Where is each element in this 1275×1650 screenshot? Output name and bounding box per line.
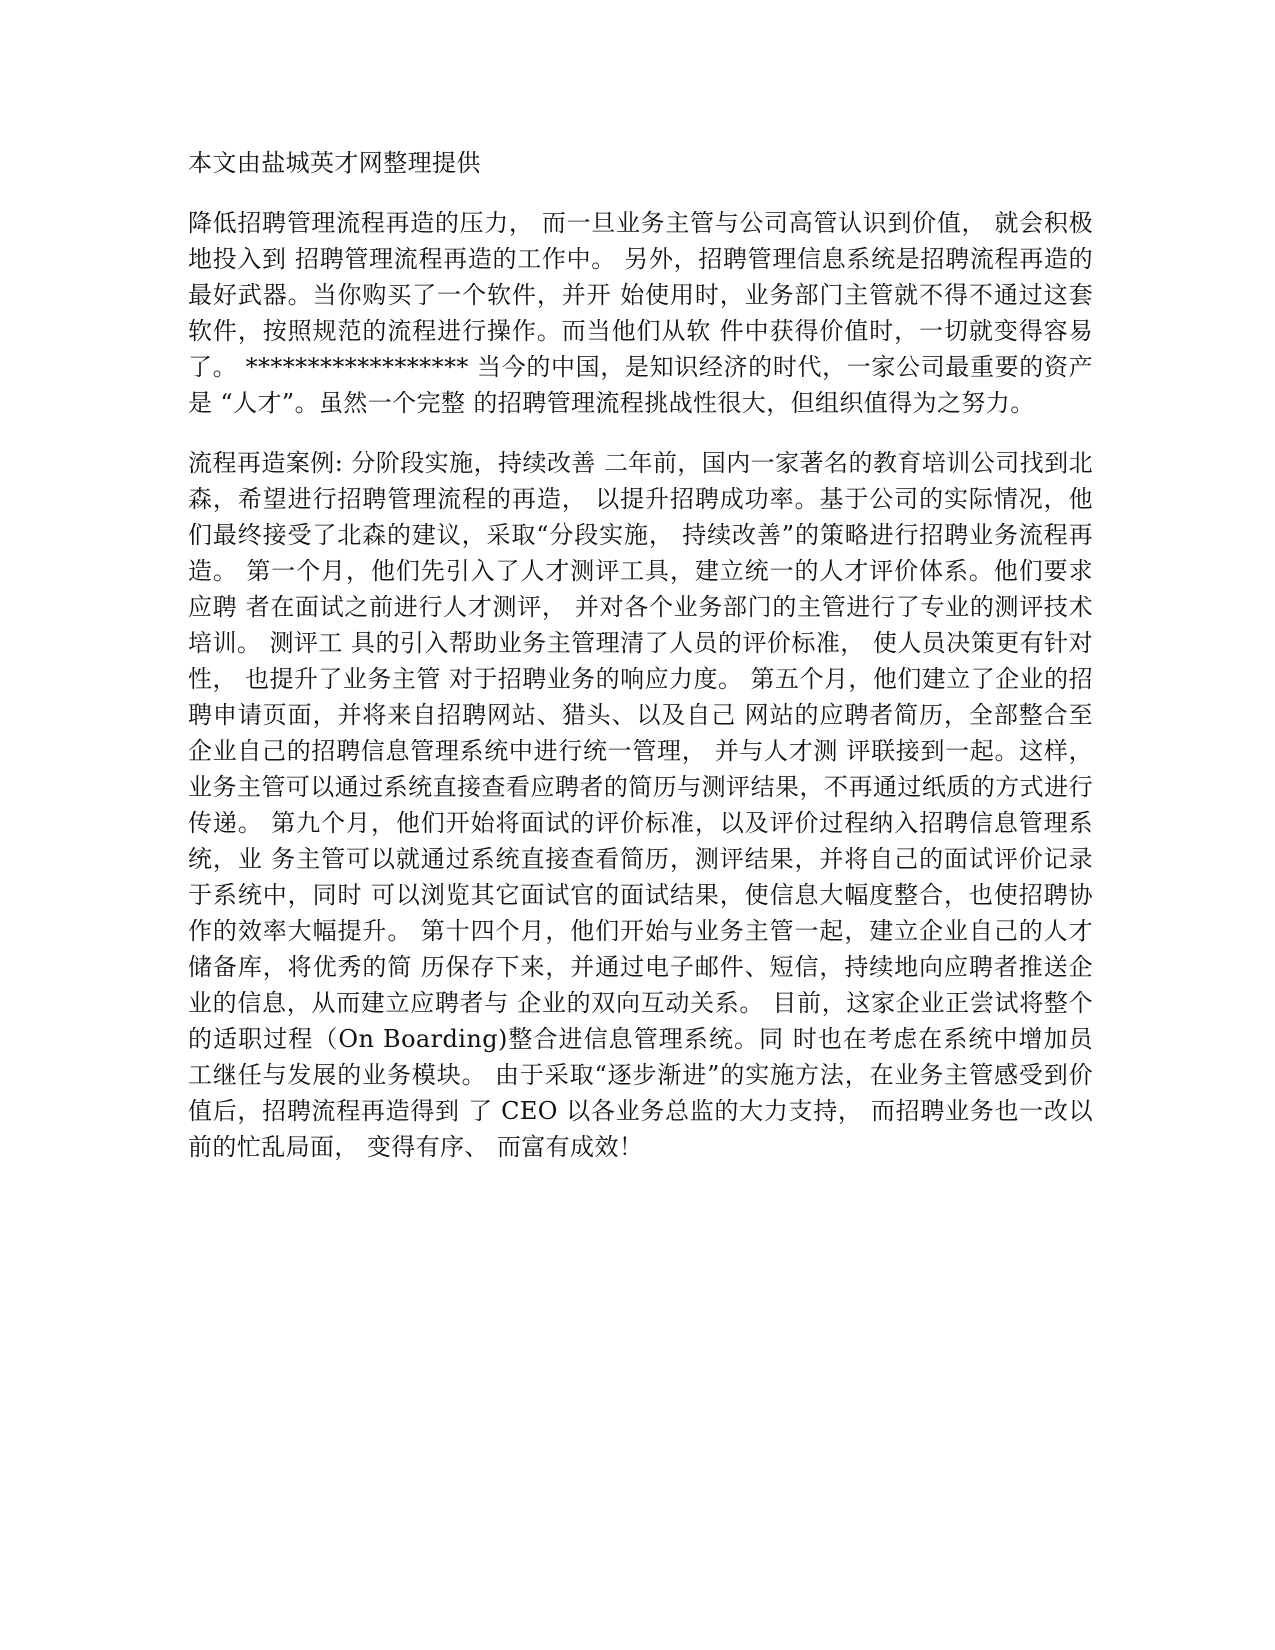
paragraph-1: 降低招聘管理流程再造的压力， 而一旦业务主管与公司高管认识到价值， 就会积极地投入到 招聘管理流程再造的工作中。 另外，招聘管理信息系统是招聘流程再造的最好武器。当你购买了一个软件，并开 始使用时，业务部门主管就不得不通过这套软件，按照规范的流程进行操作。而当他们从软 件中获得价值时，一切就变得容易了。 ****************** 当今的中国，是知识经济的时代，一家公司最重要的资产是 “人才”。虽然一个完整 的招聘管理流程挑战性很大，但组织值得为之努力。 (188, 209, 1093, 417)
document-body (188, 145, 1093, 1189)
source-line: 本文由盐城英才网整理提供 (188, 149, 481, 177)
paragraph-2: 流程再造案例: 分阶段实施，持续改善 二年前，国内一家著名的教育培训公司找到北森，希望进行招聘管理流程的再造， 以提升招聘成功率。基于公司的实际情况，他们最终接受了北森的建议，采取“分段实施， 持续改善”的策略进行招聘业务流程再造。 第一个月，他们先引入了人才测评工具，建立统一的人才评价体系。他们要求应聘 者在面试之前进行人才测评， 并对各个业务部门的主管进行了专业的测评技术培训。 测评工 具的引入帮助业务主管理清了人员的评价标准， 使人员决策更有针对性， 也提升了业务主管 对于招聘业务的响应力度。 第五个月，他们建立了企业的招聘申请页面，并将来自招聘网站、猎头、以及自己 网站的应聘者简历，全部整合至企业自己的招聘信息管理系统中进行统一管理， 并与人才测 评联接到一起。这样，业务主管可以通过系统直接查看应聘者的简历与测评结果，不再通过纸质的方式进行传递。 第九个月，他们开始将面试的评价标准，以及评价过程纳入招聘信息管理系统，业 务主管可以就通过系统直接查看简历，测评结果，并将自己的面试评价记录于系统中，同时 可以浏览其它面试官的面试结果，使信息大幅度整合，也使招聘协作的效率大幅提升。 第十四个月，他们开始与业务主管一起，建立企业自己的人才储备库，将优秀的简 历保存下来，并通过电子邮件、短信，持续地向应聘者推送企业的信息，从而建立应聘者与 企业的双向互动关系。 目前，这家企业正尝试将整个的适职过程（On Boarding)整合进信息管理系统。同 时也在考虑在系统中增加员工继任与发展的业务模块。 由于采取“逐步渐进”的实施方法，在业务主管感受到价值后，招聘流程再造得到 了 CEO 以各业务总监的大力支持， 而招聘业务也一改以前的忙乱局面， 变得有序、 而富有成效！ (188, 449, 1093, 1161)
